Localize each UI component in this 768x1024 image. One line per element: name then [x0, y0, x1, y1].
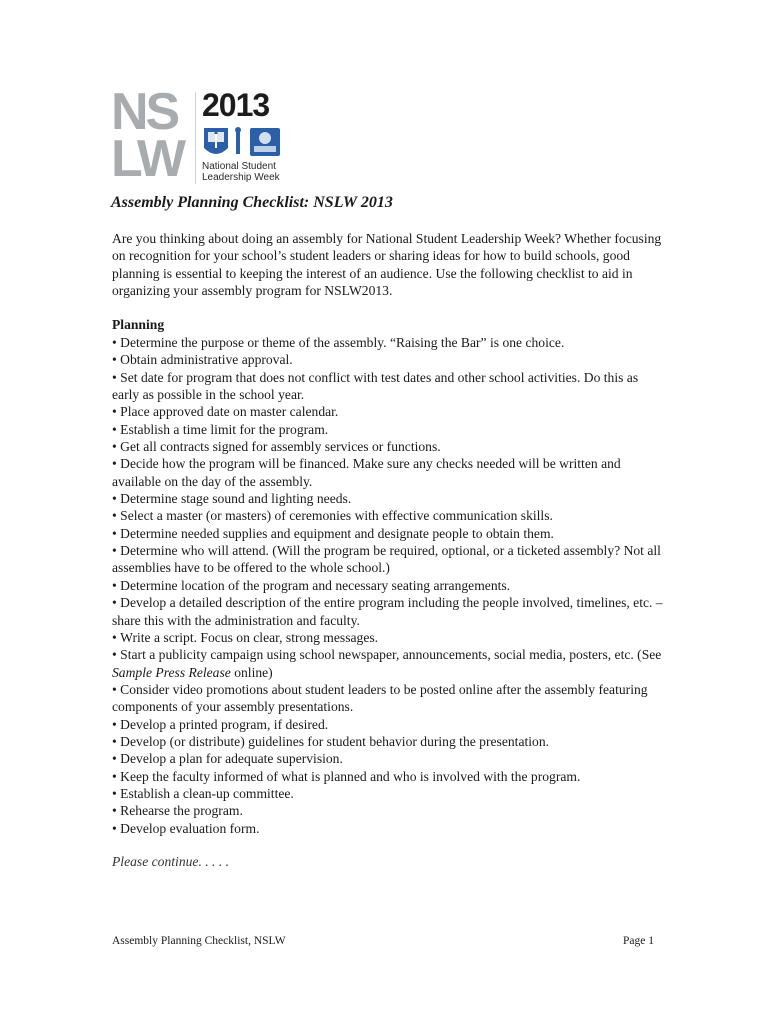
checklist-item	[112, 490, 667, 507]
checklist-item-text: Write a script. Focus on clear, strong messages.	[120, 629, 379, 645]
checklist-item-text: Establish a clean-up committee.	[120, 785, 294, 801]
checklist-item	[112, 369, 667, 404]
checklist-item	[112, 681, 667, 716]
checklist-item	[112, 646, 667, 681]
checklist-item	[112, 438, 667, 455]
checklist-item	[112, 820, 667, 837]
checklist-item	[112, 507, 667, 524]
checklist-item	[112, 802, 667, 819]
checklist-item-text: Develop a detailed description of the entire program including the people involved, timelines, etc. – share this with the administration and faculty.	[112, 595, 663, 628]
checklist-item-text: Develop a plan for adequate supervision.	[120, 751, 343, 767]
intro-paragraph: Are you thinking about doing an assembly for National Student Leadership Week? Whether focusing on recognition for your school’s student leaders or sharing ideas for how to build schools, good planning is essential to keeping the interest of an audience. Use the following checklist to aid in organizing your assembly program for NSLW2013.	[112, 231, 662, 299]
checklist-item-text: Determine location of the program and necessary seating arrangements.	[120, 577, 511, 593]
checklist-item	[112, 577, 667, 594]
logo-ns-text: NS	[111, 83, 178, 141]
logo-year: 2013	[202, 87, 270, 123]
logo-subtitle	[202, 161, 280, 183]
checklist-item	[112, 594, 667, 629]
checklist-item-text: Place approved date on master calendar.	[120, 404, 339, 420]
footer-title: Assembly Planning Checklist, NSLW	[112, 935, 286, 947]
checklist-item	[112, 716, 667, 733]
checklist-item	[112, 421, 667, 438]
checklist-item	[112, 455, 667, 490]
logo-lw-text: LW	[111, 130, 183, 188]
checklist-item	[112, 351, 667, 368]
checklist-item	[112, 733, 667, 750]
planning-checklist	[112, 334, 667, 837]
checklist-item-text: Establish a time limit for the program.	[120, 421, 329, 437]
nslw-logo	[111, 83, 291, 188]
checklist-item	[112, 785, 667, 802]
checklist-item-text: Start a publicity campaign using school newspaper, announcements, social media, posters, etc. (See	[120, 647, 662, 663]
planning-heading: Planning	[112, 317, 165, 332]
checklist-item	[112, 629, 667, 646]
logo-divider	[195, 92, 196, 184]
document-title: Assembly Planning Checklist: NSLW 2013	[111, 194, 393, 211]
checklist-item-text: Develop a printed program, if desired.	[120, 716, 329, 732]
please-continue-text: Please continue. . . . .	[112, 854, 230, 869]
checklist-item-text: Set date for program that does not conflict with test dates and other school activities. Do this as early as possible in the school year.	[112, 369, 639, 403]
checklist-item-text: Determine the purpose or theme of the assembly. “Raising the Bar” is one choice.	[120, 335, 565, 350]
checklist-item	[112, 542, 667, 577]
logo-subtitle-line2: Leadership Week	[202, 172, 280, 183]
logo-badges-icon	[202, 126, 288, 160]
checklist-item-text: Decide how the program will be financed. Make sure any checks needed will be written and available on the day of the assembly.	[112, 456, 621, 489]
checklist-item-text: Obtain administrative approval.	[120, 352, 293, 368]
checklist-item-text: Determine stage sound and lighting needs.	[120, 491, 352, 507]
checklist-item-text: Keep the faculty informed of what is planned and who is involved with the program.	[120, 768, 581, 784]
checklist-item-text: Get all contracts signed for assembly services or functions.	[120, 439, 441, 455]
checklist-item	[112, 334, 667, 351]
checklist-item-text: Select a master (or masters) of ceremonies with effective communication skills.	[120, 508, 553, 524]
logo-subtitle-line1: National Student	[202, 161, 276, 172]
checklist-item-text: Consider video promotions about student leaders to be posted online after the assembly featuring components of your assembly presentations.	[112, 681, 648, 715]
checklist-item-text: Determine who will attend. (Will the program be required, optional, or a ticketed assembly? Not all assemblies have to be offered to the whole school.)	[112, 543, 661, 576]
checklist-item-text: Develop (or distribute) guidelines for student behavior during the presentation.	[120, 733, 550, 749]
checklist-item-text: Develop evaluation form.	[120, 820, 260, 836]
checklist-item-italic: Sample Press Release	[112, 664, 231, 680]
checklist-item-text: Rehearse the program.	[120, 803, 243, 819]
checklist-item	[112, 525, 667, 542]
checklist-item	[112, 403, 667, 420]
checklist-item-text: Determine needed supplies and equipment and designate people to obtain them.	[120, 525, 554, 541]
checklist-item-text-after: online)	[230, 664, 273, 680]
footer-page-number: Page 1	[623, 935, 654, 947]
checklist-item	[112, 750, 667, 767]
checklist-item	[112, 768, 667, 785]
